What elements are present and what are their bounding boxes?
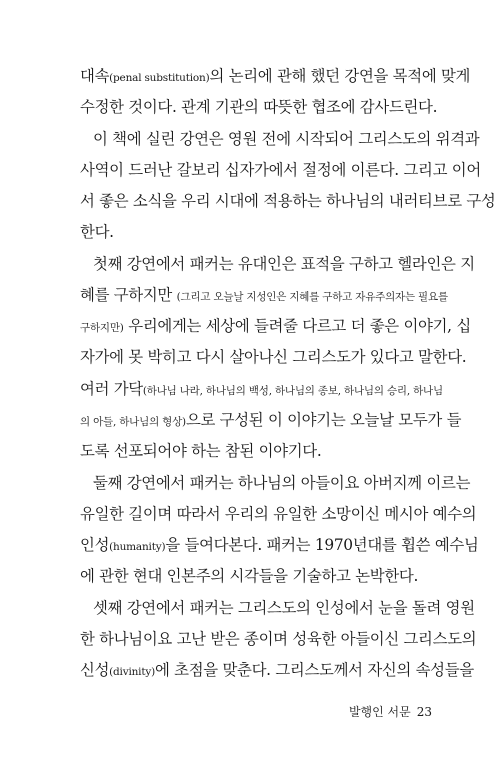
text-line-6: 한다. bbox=[80, 223, 114, 241]
text-line-1: 대속(penal substitution)의 논리에 관해 했던 강연을 목적에 맞게 bbox=[80, 67, 471, 85]
text-line-2: 수정한 것이다. 관계 기관의 따뜻한 협조에 감사드린다. bbox=[80, 98, 438, 116]
page-number: 23 bbox=[416, 705, 432, 719]
text-line-12: 의 아들, 하나님의 형상)으로 구성된 이 이야기는 오늘날 모두가 들 bbox=[80, 411, 462, 429]
text-line-3: 이 책에 실린 강연은 영원 전에 시작되어 그리스도의 위격과 bbox=[93, 130, 480, 148]
text-line-18: 셋째 강연에서 패커는 그리스도의 인성에서 눈을 돌려 영원 bbox=[93, 599, 475, 617]
text-line-10: 자가에 못 박히고 다시 살아나신 그리스도가 있다고 말한다. bbox=[80, 348, 467, 366]
text-line-16: 인성(humanity)을 들여다본다. 패커는 1970년대를 휩쓴 예수님 bbox=[80, 536, 479, 554]
text-line-19: 한 하나님이요 고난 받은 종이며 성육한 아들이신 그리스도의 bbox=[80, 630, 477, 648]
text-line-14: 둘째 강연에서 패커는 하나님의 아들이요 아버지께 이르는 bbox=[93, 474, 471, 492]
text-line-7: 첫째 강연에서 패커는 유대인은 표적을 구하고 헬라인은 지 bbox=[93, 255, 475, 273]
text-line-4: 사역이 드러난 갈보리 십자가에서 절정에 이른다. 그리고 이어 bbox=[80, 161, 481, 179]
running-title: 발행인 서문 bbox=[348, 705, 411, 719]
text-line-5: 서 좋은 소식을 우리 시대에 적용하는 하나님의 내러티브로 구성 bbox=[80, 192, 496, 210]
text-line-20: 신성(divinity)에 초점을 맞춘다. 그리스도께서 자신의 속성들을 bbox=[80, 661, 474, 679]
page-footer bbox=[349, 704, 432, 720]
text-line-11: 여러 가닥(하나님 나라, 하나님의 백성, 하나님의 종보, 하나님의 승리, 하나님 bbox=[80, 380, 443, 398]
text-line-8: 혜를 구하지만 (그리고 오늘날 지성인은 지혜를 구하고 자유주의자는 필요를 bbox=[80, 286, 448, 304]
text-line-17: 에 관한 현대 인본주의 시각들을 기술하고 논박한다. bbox=[80, 567, 419, 585]
text-line-9: 구하지만) 우리에게는 세상에 들려줄 다르고 더 좋은 이야기, 십 bbox=[80, 317, 471, 335]
text-line-15: 유일한 길이며 따라서 우리의 유일한 소망이신 메시아 예수의 bbox=[80, 505, 477, 523]
text-line-13: 도록 선포되어야 하는 참된 이야기다. bbox=[80, 442, 322, 460]
